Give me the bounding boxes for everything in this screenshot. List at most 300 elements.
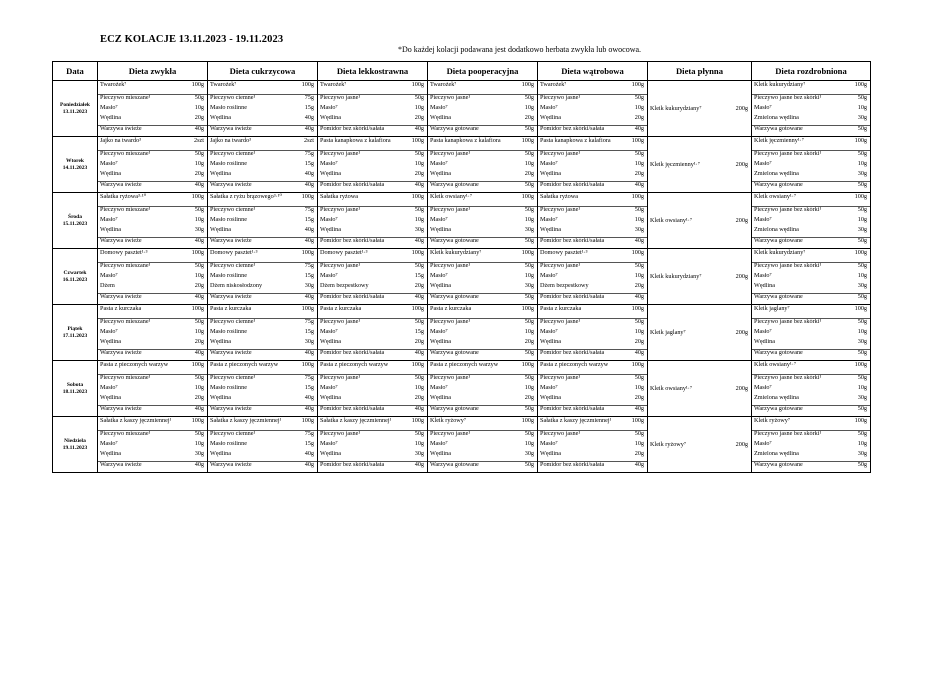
item-name: Masło⁷ bbox=[320, 217, 338, 223]
menu-item bbox=[428, 305, 537, 319]
menu-item bbox=[98, 395, 207, 406]
menu-item bbox=[208, 115, 317, 126]
item-quantity: 200g bbox=[735, 217, 748, 224]
menu-item bbox=[538, 238, 647, 248]
item-name: Wędlina bbox=[320, 171, 341, 177]
menu-item bbox=[538, 217, 647, 227]
item-name: Warzywa gotowane bbox=[430, 350, 479, 356]
menu-item bbox=[208, 95, 317, 105]
item-quantity: 50g bbox=[414, 319, 424, 325]
menu-item bbox=[98, 361, 207, 375]
item-quantity: 50g bbox=[857, 462, 867, 468]
item-quantity: 10g bbox=[524, 217, 534, 223]
menu-item bbox=[428, 431, 537, 441]
item-quantity: 50g bbox=[414, 263, 424, 269]
day-name: Sobota bbox=[66, 381, 84, 388]
menu-item bbox=[538, 339, 647, 350]
item-quantity: 40g bbox=[304, 171, 314, 177]
item-quantity: 50g bbox=[857, 406, 867, 412]
item-quantity: 50g bbox=[524, 431, 534, 437]
day-row bbox=[53, 137, 871, 193]
item-name: Warzywa świeże bbox=[100, 406, 142, 412]
item-name: Wędlina bbox=[430, 227, 451, 233]
item-quantity: 50g bbox=[414, 95, 424, 101]
item-quantity: 40g bbox=[304, 238, 314, 244]
menu-item bbox=[98, 249, 207, 263]
item-quantity: 10g bbox=[524, 441, 534, 447]
item-name: Pieczywo jasne bez skórki¹ bbox=[754, 207, 822, 213]
item-name: Warzywa świeże bbox=[210, 294, 252, 300]
item-quantity: 100g bbox=[411, 305, 424, 312]
item-name: Masło⁷ bbox=[430, 385, 448, 391]
item-quantity: 30g bbox=[194, 451, 204, 457]
menu-item bbox=[98, 441, 207, 451]
menu-item bbox=[98, 385, 207, 395]
menu-item bbox=[428, 126, 537, 136]
header-diet-minced: Dieta rozdrobniona bbox=[752, 62, 871, 81]
item-name: Pieczywo jasne¹ bbox=[540, 207, 581, 213]
item-quantity: 20g bbox=[414, 171, 424, 177]
day-name: Środa bbox=[68, 213, 82, 220]
item-quantity: 50g bbox=[634, 207, 644, 213]
menu-item bbox=[318, 126, 427, 136]
item-name: Wędlina bbox=[210, 339, 231, 345]
menu-item bbox=[752, 361, 870, 375]
menu-item bbox=[538, 81, 647, 95]
item-quantity: 20g bbox=[194, 115, 204, 121]
date-cell bbox=[53, 361, 98, 417]
item-quantity: 100g bbox=[854, 249, 867, 256]
menu-item bbox=[538, 273, 647, 283]
item-quantity: 30g bbox=[524, 283, 534, 289]
item-name: Masło⁷ bbox=[320, 329, 338, 335]
item-name: Masło⁷ bbox=[754, 273, 772, 279]
item-quantity: 30g bbox=[857, 283, 867, 289]
item-quantity: 10g bbox=[524, 105, 534, 111]
item-name: Pasta z pieczonych warzyw bbox=[540, 361, 609, 368]
diet-cell-liquid bbox=[648, 81, 752, 137]
item-quantity: 10g bbox=[857, 105, 867, 111]
menu-item bbox=[428, 182, 537, 192]
item-name: Masło⁷ bbox=[100, 385, 118, 391]
diet-cell-diabetic bbox=[208, 81, 318, 137]
item-quantity: 20g bbox=[524, 115, 534, 121]
item-quantity: 100g bbox=[301, 305, 314, 312]
item-name: Masło⁷ bbox=[430, 161, 448, 167]
menu-item bbox=[98, 151, 207, 161]
menu-item bbox=[208, 375, 317, 385]
item-name: Masło roślinne bbox=[210, 217, 247, 223]
item-name: Pomidor bez skórki/sałata bbox=[320, 350, 385, 356]
item-quantity: 50g bbox=[524, 207, 534, 213]
item-name: Wędlina bbox=[540, 171, 561, 177]
menu-item bbox=[318, 417, 427, 431]
date-cell bbox=[53, 305, 98, 361]
menu-item bbox=[752, 126, 870, 136]
day-date: 17.11.2023 bbox=[62, 332, 88, 339]
item-name: Wędlina bbox=[320, 227, 341, 233]
menu-item bbox=[98, 193, 207, 207]
item-quantity: 100g bbox=[631, 249, 644, 256]
item-quantity: 50g bbox=[414, 151, 424, 157]
menu-item bbox=[98, 238, 207, 248]
item-name: Pomidor bez skórki/sałata bbox=[540, 238, 605, 244]
item-quantity: 100g bbox=[854, 361, 867, 368]
diet-cell-regular bbox=[98, 137, 208, 193]
item-quantity: 40g bbox=[634, 294, 644, 300]
diet-cell-liver bbox=[538, 417, 648, 473]
diet-cell-liver bbox=[538, 193, 648, 249]
diet-cell-postoperative bbox=[428, 81, 538, 137]
menu-item bbox=[538, 249, 647, 263]
item-name: Pieczywo jasne¹ bbox=[320, 95, 361, 101]
item-quantity: 40g bbox=[634, 182, 644, 188]
menu-item bbox=[538, 283, 647, 294]
item-name: Masło roślinne bbox=[210, 161, 247, 167]
item-name: Pieczywo mieszane¹ bbox=[100, 431, 151, 437]
item-quantity: 100g bbox=[411, 193, 424, 200]
item-name: Warzywa gotowane bbox=[430, 406, 479, 412]
menu-item bbox=[318, 339, 427, 350]
item-quantity: 30g bbox=[634, 227, 644, 233]
header-diet-liquid: Dieta płynna bbox=[648, 62, 752, 81]
item-name: Warzywa gotowane bbox=[430, 294, 479, 300]
menu-item bbox=[428, 319, 537, 329]
menu-item bbox=[752, 115, 870, 126]
item-quantity: 50g bbox=[634, 263, 644, 269]
menu-item bbox=[98, 81, 207, 95]
menu-item bbox=[428, 115, 537, 126]
item-name: Pomidor bez skórki/sałata bbox=[540, 294, 605, 300]
menu-item bbox=[208, 151, 317, 161]
menu-item bbox=[538, 305, 647, 319]
item-quantity: 100g bbox=[411, 81, 424, 88]
menu-item bbox=[208, 161, 317, 171]
menu-item bbox=[428, 462, 537, 472]
menu-item bbox=[98, 161, 207, 171]
menu-item bbox=[318, 249, 427, 263]
item-name: Wędlina bbox=[540, 451, 561, 457]
item-quantity: 10g bbox=[857, 441, 867, 447]
item-quantity: 50g bbox=[857, 263, 867, 269]
date-cell bbox=[53, 81, 98, 137]
item-quantity: 50g bbox=[524, 238, 534, 244]
item-quantity: 50g bbox=[194, 263, 204, 269]
item-quantity: 50g bbox=[194, 95, 204, 101]
day-row bbox=[53, 305, 871, 361]
item-name: Pieczywo jasne¹ bbox=[540, 95, 581, 101]
menu-item bbox=[318, 81, 427, 95]
diet-cell-easy-digestible bbox=[318, 137, 428, 193]
item-name: Pieczywo jasne bez skórki¹ bbox=[754, 319, 822, 325]
item-quantity: 10g bbox=[194, 385, 204, 391]
item-quantity: 100g bbox=[191, 361, 204, 368]
item-quantity: 40g bbox=[194, 126, 204, 132]
item-name: Pieczywo mieszane¹ bbox=[100, 151, 151, 157]
item-quantity: 50g bbox=[194, 431, 204, 437]
menu-item bbox=[98, 217, 207, 227]
item-quantity: 50g bbox=[524, 350, 534, 356]
item-name: Pasta z pieczonych warzyw bbox=[210, 361, 279, 368]
item-quantity: 30g bbox=[524, 227, 534, 233]
menu-item bbox=[208, 406, 317, 416]
item-name: Wędlina bbox=[210, 451, 231, 457]
menu-item bbox=[98, 294, 207, 304]
item-quantity: 20g bbox=[414, 339, 424, 345]
item-name: Pieczywo jasne¹ bbox=[430, 263, 471, 269]
item-name: Pieczywo jasne¹ bbox=[430, 151, 471, 157]
item-quantity: 75g bbox=[304, 375, 314, 381]
item-name: Pieczywo jasne¹ bbox=[430, 207, 471, 213]
day-row bbox=[53, 81, 871, 137]
item-quantity: 10g bbox=[857, 273, 867, 279]
menu-item bbox=[648, 273, 751, 280]
item-name: Masło⁷ bbox=[540, 217, 558, 223]
menu-item bbox=[98, 417, 207, 431]
menu-item bbox=[98, 283, 207, 294]
item-name: Pomidor bez skórki/sałata bbox=[320, 126, 385, 132]
menu-item bbox=[98, 182, 207, 192]
menu-item bbox=[648, 441, 751, 448]
tea-note: *Do każdej kolacji podawana jest dodatkowo herbata zwykła lub owocowa. bbox=[398, 45, 642, 54]
item-quantity: 10g bbox=[194, 217, 204, 223]
item-name: Masło⁷ bbox=[540, 161, 558, 167]
item-quantity: 40g bbox=[194, 350, 204, 356]
item-name: Masło⁷ bbox=[100, 161, 118, 167]
menu-item bbox=[318, 105, 427, 115]
menu-item bbox=[98, 319, 207, 329]
item-quantity: 75g bbox=[304, 431, 314, 437]
item-quantity: 40g bbox=[634, 238, 644, 244]
menu-item bbox=[538, 95, 647, 105]
item-name: Wędlina bbox=[540, 115, 561, 121]
item-name: Twarożek⁷ bbox=[320, 81, 347, 88]
item-quantity: 40g bbox=[194, 406, 204, 412]
item-quantity: 200g bbox=[735, 329, 748, 336]
item-quantity: 10g bbox=[414, 385, 424, 391]
item-quantity: 10g bbox=[857, 161, 867, 167]
item-quantity: 100g bbox=[301, 417, 314, 424]
menu-item bbox=[318, 395, 427, 406]
diet-cell-easy-digestible bbox=[318, 361, 428, 417]
day-date: 13.11.2023 bbox=[62, 108, 88, 115]
menu-item bbox=[752, 329, 870, 339]
diet-cell-liver bbox=[538, 81, 648, 137]
menu-item bbox=[208, 294, 317, 304]
item-quantity: 50g bbox=[524, 126, 534, 132]
item-name: Pasta z pieczonych warzyw bbox=[100, 361, 169, 368]
menu-item bbox=[428, 263, 537, 273]
item-quantity: 50g bbox=[857, 95, 867, 101]
item-quantity: 50g bbox=[857, 151, 867, 157]
header-diet-postoperative: Dieta pooperacyjna bbox=[428, 62, 538, 81]
day-row bbox=[53, 249, 871, 305]
item-name: Wędlina bbox=[100, 115, 121, 121]
item-name: Masło⁷ bbox=[540, 385, 558, 391]
day-name: Piątek bbox=[67, 325, 83, 332]
item-quantity: 100g bbox=[301, 249, 314, 256]
item-name: Twarożek⁷ bbox=[100, 81, 127, 88]
item-name: Pieczywo jasne bez skórki¹ bbox=[754, 151, 822, 157]
menu-item bbox=[428, 171, 537, 182]
item-quantity: 100g bbox=[301, 81, 314, 88]
item-quantity: 15g bbox=[304, 385, 314, 391]
item-quantity: 10g bbox=[524, 273, 534, 279]
item-quantity: 100g bbox=[631, 305, 644, 312]
item-name: Pieczywo jasne¹ bbox=[540, 375, 581, 381]
menu-item bbox=[208, 361, 317, 375]
menu-item bbox=[538, 361, 647, 375]
day-date: 19.11.2023 bbox=[62, 444, 88, 451]
menu-item bbox=[752, 431, 870, 441]
item-quantity: 40g bbox=[304, 451, 314, 457]
item-name: Pomidor bez skórki/sałata bbox=[540, 462, 605, 468]
menu-item bbox=[752, 375, 870, 385]
item-quantity: 10g bbox=[194, 273, 204, 279]
date-cell bbox=[53, 249, 98, 305]
menu-item bbox=[428, 395, 537, 406]
item-name: Dżem bezpestkowy bbox=[540, 283, 589, 289]
item-quantity: 20g bbox=[194, 395, 204, 401]
item-quantity: 10g bbox=[634, 105, 644, 111]
menu-item bbox=[318, 294, 427, 304]
item-quantity: 20g bbox=[414, 115, 424, 121]
diet-cell-easy-digestible bbox=[318, 193, 428, 249]
menu-item bbox=[98, 137, 207, 151]
item-quantity: 2szt bbox=[304, 137, 314, 144]
menu-item bbox=[752, 451, 870, 462]
menu-item bbox=[98, 171, 207, 182]
item-name: Pieczywo jasne¹ bbox=[320, 431, 361, 437]
item-quantity: 40g bbox=[194, 238, 204, 244]
item-quantity: 15g bbox=[304, 441, 314, 447]
menu-item bbox=[318, 283, 427, 294]
menu-item bbox=[428, 81, 537, 95]
menu-item bbox=[318, 151, 427, 161]
item-name: Wędlina bbox=[754, 339, 775, 345]
item-quantity: 15g bbox=[304, 273, 314, 279]
menu-item bbox=[428, 273, 537, 283]
menu-item bbox=[752, 339, 870, 350]
item-quantity: 10g bbox=[194, 161, 204, 167]
item-name: Kleik owsiany¹·⁷ bbox=[430, 193, 472, 200]
item-quantity: 30g bbox=[857, 115, 867, 121]
item-quantity: 50g bbox=[524, 294, 534, 300]
menu-item bbox=[538, 263, 647, 273]
item-name: Masło⁷ bbox=[540, 105, 558, 111]
item-name: Wędlina bbox=[540, 227, 561, 233]
item-name: Pomidor bez skórki/sałata bbox=[540, 182, 605, 188]
menu-item bbox=[428, 151, 537, 161]
item-quantity: 20g bbox=[634, 115, 644, 121]
item-quantity: 75g bbox=[304, 319, 314, 325]
item-quantity: 50g bbox=[634, 431, 644, 437]
diet-cell-diabetic bbox=[208, 361, 318, 417]
day-row bbox=[53, 417, 871, 473]
menu-item bbox=[208, 263, 317, 273]
item-quantity: 200g bbox=[735, 105, 748, 112]
menu-item bbox=[428, 294, 537, 304]
menu-item bbox=[538, 406, 647, 416]
menu-item bbox=[98, 105, 207, 115]
menu-item bbox=[208, 105, 317, 115]
header-diet-diabetic: Dieta cukrzycowa bbox=[208, 62, 318, 81]
menu-item bbox=[428, 339, 537, 350]
item-name: Masło⁷ bbox=[100, 105, 118, 111]
item-name: Domowy pasztet¹·³ bbox=[100, 249, 148, 256]
diet-cell-minced bbox=[752, 361, 871, 417]
item-quantity: 50g bbox=[524, 462, 534, 468]
menu-item bbox=[428, 283, 537, 294]
item-name: Sałatka ryżowa bbox=[320, 193, 358, 200]
item-name: Kleik ryżowy⁷ bbox=[650, 441, 687, 448]
menu-item bbox=[538, 115, 647, 126]
menu-item bbox=[318, 441, 427, 451]
diet-cell-liver bbox=[538, 361, 648, 417]
menu-item bbox=[98, 115, 207, 126]
item-quantity: 10g bbox=[414, 217, 424, 223]
item-quantity: 100g bbox=[631, 193, 644, 200]
item-quantity: 50g bbox=[524, 95, 534, 101]
menu-item bbox=[648, 105, 751, 112]
item-name: Zmielona wędlina bbox=[754, 451, 799, 457]
item-name: Wędlina bbox=[320, 451, 341, 457]
item-name: Sałatka ryżowa³·¹⁰ bbox=[100, 193, 147, 200]
item-name: Wędlina bbox=[210, 171, 231, 177]
item-quantity: 20g bbox=[634, 283, 644, 289]
item-name: Masło⁷ bbox=[754, 329, 772, 335]
diet-cell-minced bbox=[752, 417, 871, 473]
item-name: Dżem bbox=[100, 283, 115, 289]
item-name: Twarożek⁷ bbox=[540, 81, 567, 88]
item-name: Sałatka z kaszy jęczmiennej¹ bbox=[100, 417, 172, 424]
menu-item bbox=[318, 263, 427, 273]
item-name: Twarożek⁷ bbox=[430, 81, 457, 88]
item-quantity: 100g bbox=[521, 137, 534, 144]
diet-cell-easy-digestible bbox=[318, 417, 428, 473]
item-quantity: 15g bbox=[304, 161, 314, 167]
item-quantity: 50g bbox=[857, 207, 867, 213]
item-name: Kleik owsiany¹·⁷ bbox=[650, 385, 692, 392]
item-name: Pomidor bez skórki/sałata bbox=[540, 350, 605, 356]
item-name: Pieczywo jasne¹ bbox=[430, 95, 471, 101]
item-name: Masło⁷ bbox=[320, 441, 338, 447]
item-quantity: 10g bbox=[634, 273, 644, 279]
item-quantity: 100g bbox=[411, 417, 424, 424]
item-name: Masło⁷ bbox=[430, 329, 448, 335]
item-quantity: 50g bbox=[857, 319, 867, 325]
item-name: Pieczywo mieszane¹ bbox=[100, 319, 151, 325]
item-quantity: 40g bbox=[414, 238, 424, 244]
item-name: Pieczywo jasne¹ bbox=[430, 375, 471, 381]
item-name: Masło⁷ bbox=[754, 217, 772, 223]
item-name: Pasta z kurczaka bbox=[100, 305, 142, 312]
diet-cell-diabetic bbox=[208, 249, 318, 305]
item-name: Warzywa gotowane bbox=[754, 126, 803, 132]
diet-cell-postoperative bbox=[428, 137, 538, 193]
item-name: Pasta kanapkowa z kalafiora bbox=[430, 137, 501, 144]
item-name: Masło⁷ bbox=[320, 385, 338, 391]
menu-item bbox=[752, 193, 870, 207]
menu-item bbox=[318, 193, 427, 207]
diet-cell-liquid bbox=[648, 305, 752, 361]
item-quantity: 50g bbox=[857, 294, 867, 300]
item-quantity: 20g bbox=[634, 395, 644, 401]
item-quantity: 100g bbox=[411, 137, 424, 144]
item-quantity: 75g bbox=[304, 151, 314, 157]
menu-item bbox=[648, 329, 751, 336]
menu-item bbox=[98, 431, 207, 441]
